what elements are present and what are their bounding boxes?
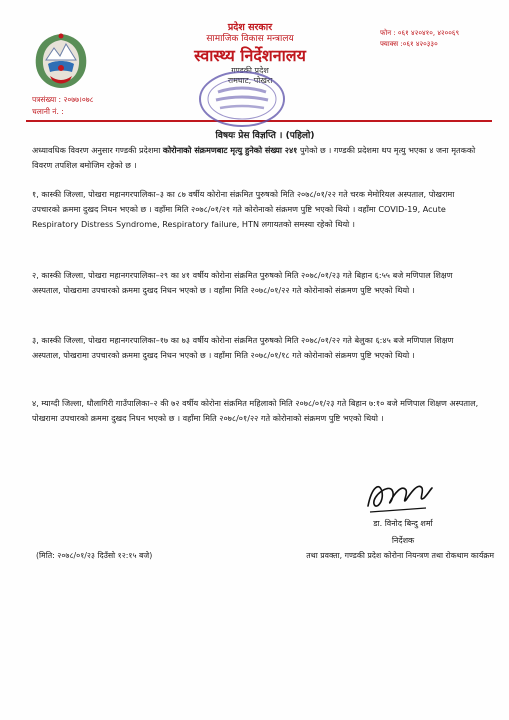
nepal-emblem-icon (30, 30, 92, 90)
dispatch-number: चलानी नं. : (32, 107, 64, 116)
handwritten-signature (362, 476, 434, 518)
reference-number: पत्रसंख्या : २०७७।०७८ (32, 95, 94, 104)
signatory-title: निर्देशक (391, 536, 415, 545)
signatory-name: डा. विनोद बिन्दु शर्मा (373, 519, 433, 528)
province-line: गण्डकी प्रदेश (231, 66, 269, 75)
location-line: रामघाट, पोखरा (227, 76, 273, 85)
directorate-name: स्वास्थ्य निर्देशनालय (194, 46, 306, 65)
intro-paragraph (32, 143, 482, 173)
case-paragraph-3: ३, कास्की जिल्ला, पोखरा महानगरपालिका–१७ का ७३ वर्षीय कोरोना संक्रमित पुरुषको मिति २०७८/०१/२२ गते बेलुका ६:४५ बजे मणिपाल शिक्षण अस्पताल, पोखरामा उपचारको क्रममा दुखद निधन भएको छ । वहाँमा मिति २०७८/०१/१८ गते कोरोनाको संक्रमण पुष्टि भएको थियो । (32, 335, 454, 360)
signatory-role: तथा प्रवक्ता, गण्डकी प्रदेश कोरोना नियन्त्रण तथा रोकथाम कार्यक्रम (306, 551, 494, 560)
intro-death-count: कोरोनाको संक्रमणबाट मृत्यु हुनेको संख्या २४१ (162, 145, 298, 155)
ministry-name: सामाजिक विकास मन्त्रालय (206, 34, 294, 44)
intro-text-b: पुगेको छ । गण्डकी प्रदेशमा थप मृत्यु भएका ४ जना मृतकको विवरण तपशिल बमोजिम रहेको छ । (32, 145, 476, 170)
phone-number: फोन : ०६१ ४२०४१०, ४२००६९ (380, 29, 460, 37)
case-paragraph-2: २, कास्की जिल्ला, पोखरा महानगरपालिका–२९ का ४१ वर्षीय कोरोना संक्रमित पुरुषको मिति २०७८/०१/२३ गते बिहान ६:५५ बजे मणिपाल शिक्षण अस्पताल, पोखरामा उपचारको क्रममा दुखद निधन भएको छ । वहाँमा मिति २०७८/०१/२२ गते कोरोनाको संक्रमण पुष्टि भएको थियो । (32, 270, 453, 295)
reference-block (32, 94, 94, 118)
case-paragraph-4: ४, म्याग्दी जिल्ला, धौलागिरी गाउँपालिका–२ की ७२ वर्षीय कोरोना संक्रमित महिलाको मिति २०७८/०१/२३ गते बिहान ७:१० बजे मणिपाल शिक्षण अस्पताल, पोखरामा उपचारको क्रममा दुखद निधन भएको छ । वहाँमा मिति २०७८/०१/२२ गते कोरोनाको संक्रमण पुष्टि भएको थियो । (32, 398, 479, 423)
contact-info (380, 28, 459, 50)
official-stamp-icon (196, 66, 288, 132)
government-name: प्रदेश सरकार (227, 22, 273, 33)
release-date: (मिति: २०७८/०१/२३ दिउँसो १२:१५ बजे) (36, 551, 153, 560)
case-paragraph-1: १, कास्की जिल्ला, पोखरा महानगरपालिका–३ का ८७ वर्षीय कोरोना संक्रमित पुरुषको मिति २०७८/०१/२२ गते चरक मेमोरियल अस्पताल, पोखरामा उपचारको क्रममा दुखद निधन भएको छ । वहाँमा मिति २०७८/०१/२१ गते कोरोनाको संक्रमण पुष्टि भएको थियो । वहाँमा COVID-19, Acute Respiratory Distress Syndrome, Respiratory failure, HTN लगायतको समस्या रहेको थियो । (32, 189, 455, 229)
intro-text-a: अध्यावधिक विवरण अनुसार गण्डकी प्रदेशमा (32, 145, 163, 155)
fax-number: फ्याक्स :०६१ ४२०३३० (380, 40, 438, 48)
subject-line: विषयः प्रेस विज्ञप्ति । (पहिलो) (215, 131, 315, 141)
